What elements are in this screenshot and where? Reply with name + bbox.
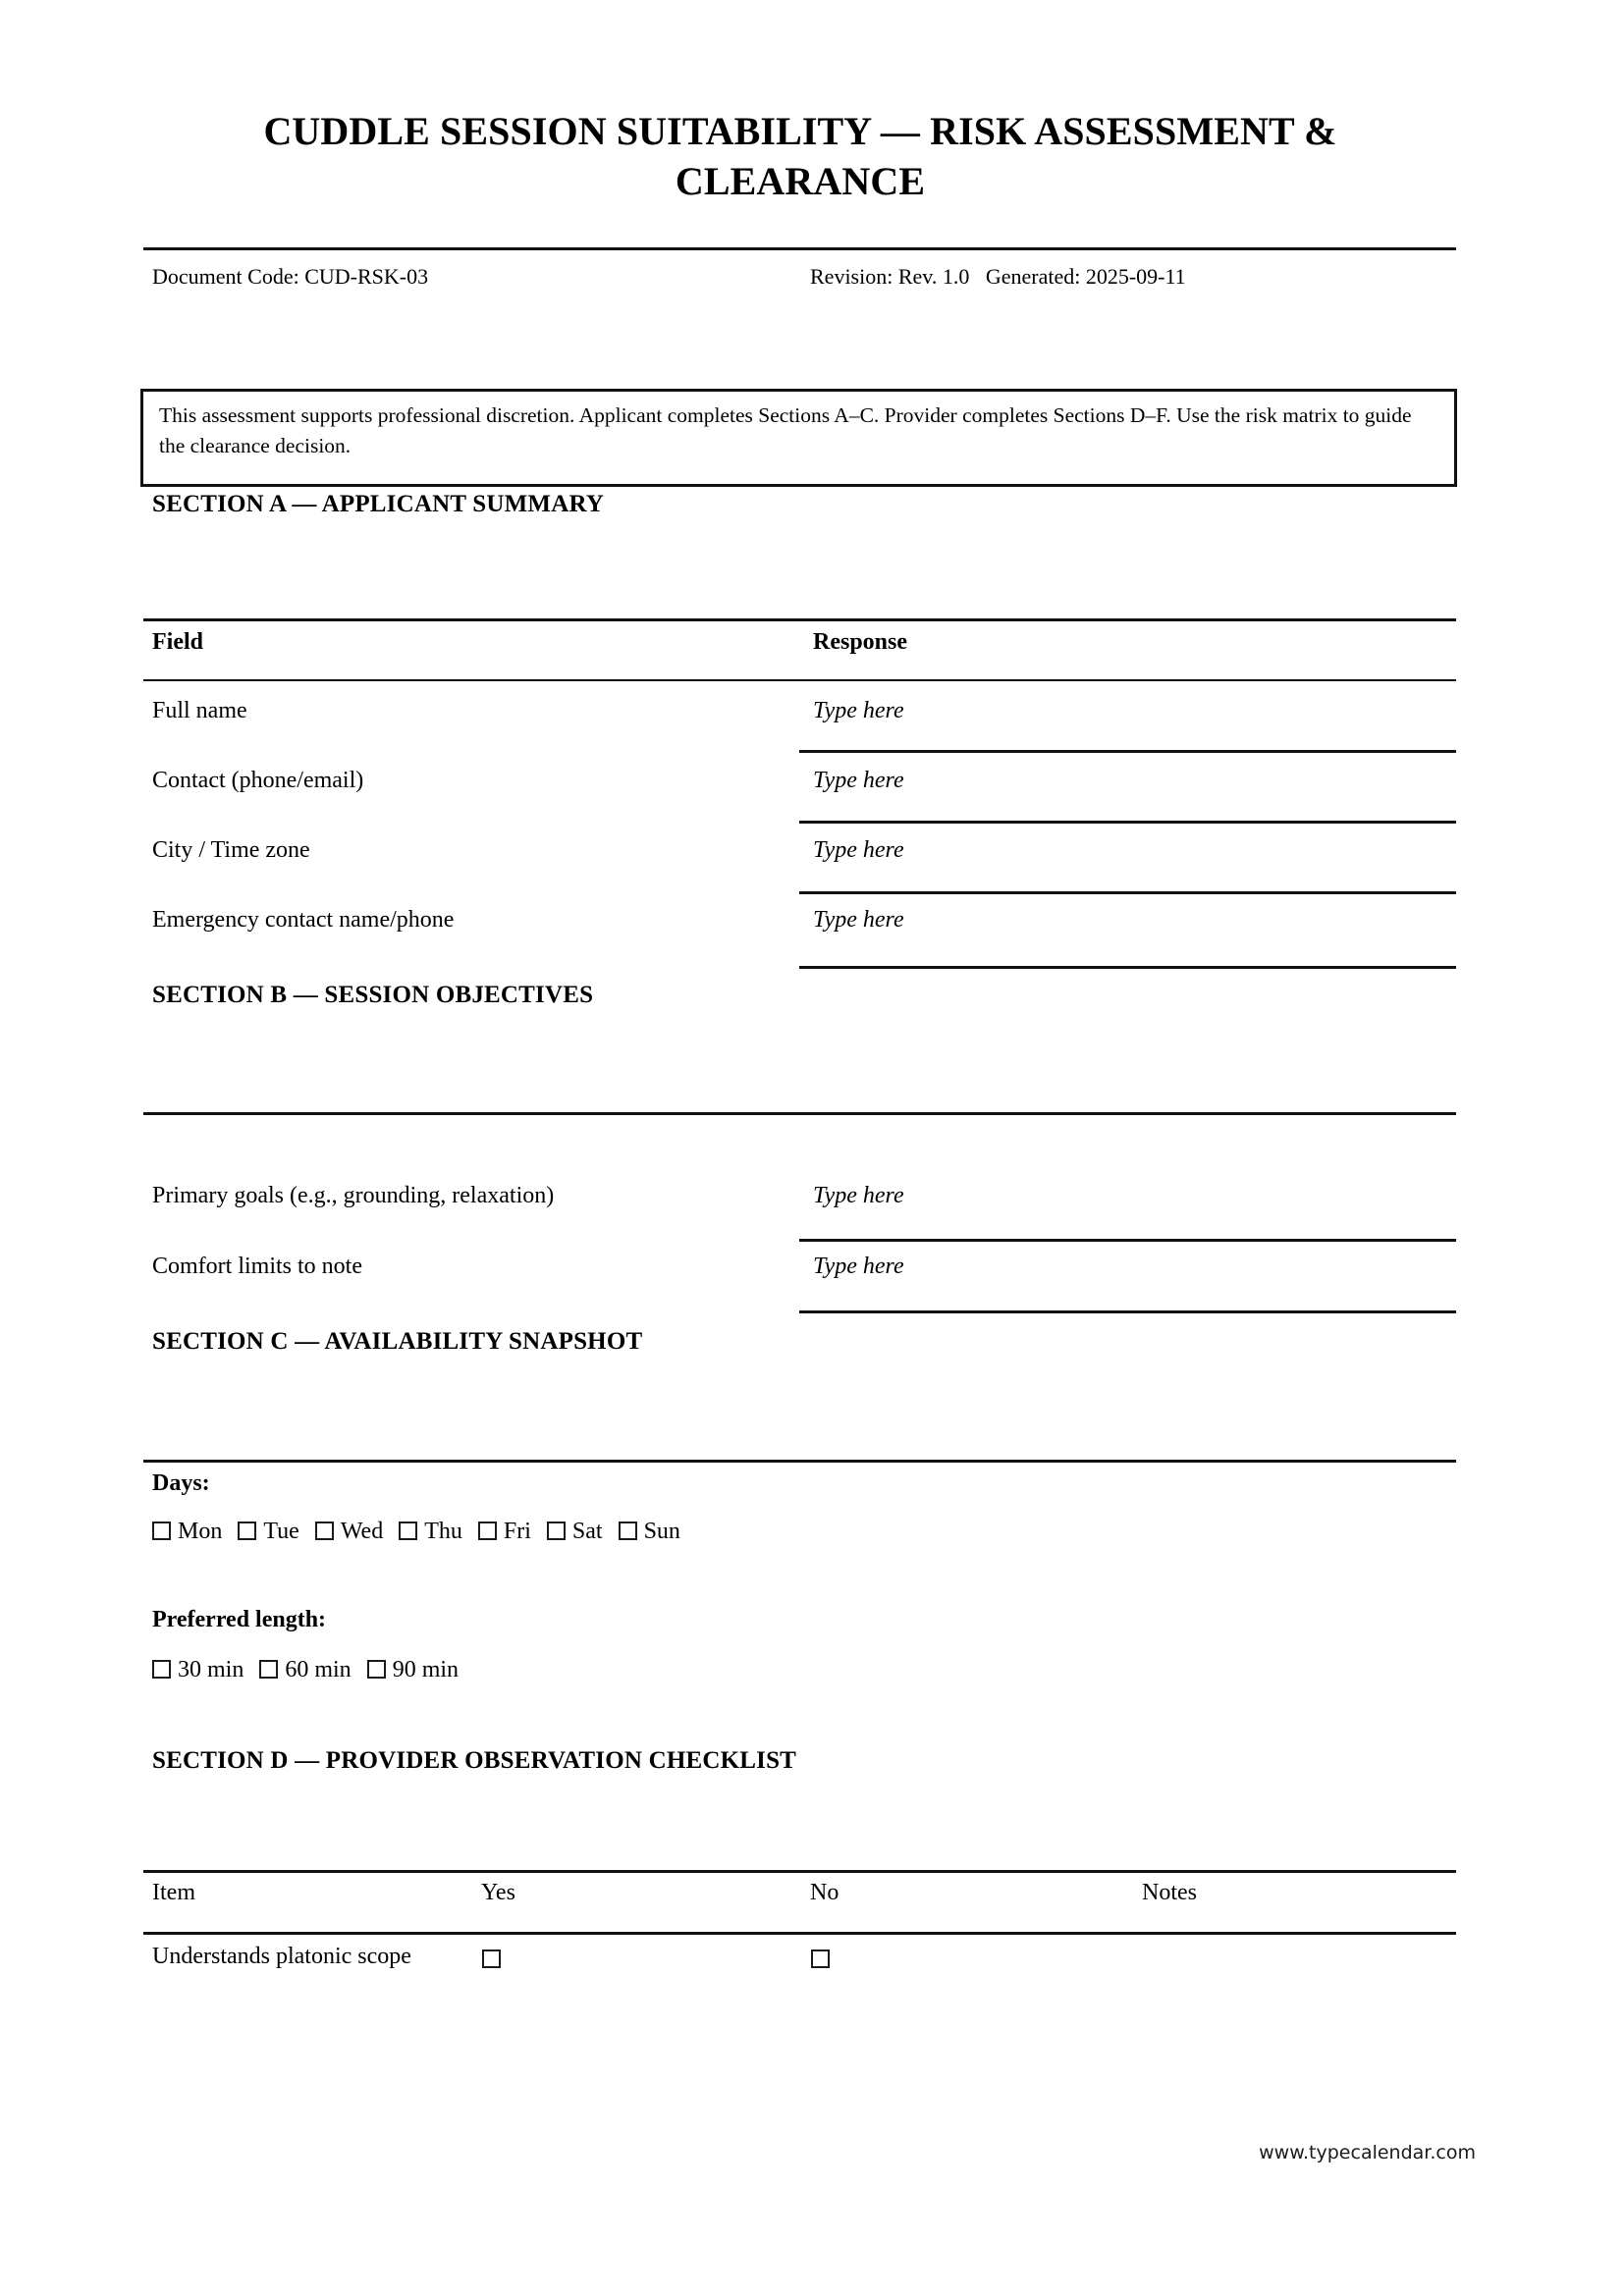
section-b-field-1: Comfort limits to note [152,1254,362,1279]
checkbox-icon [811,1949,830,1968]
section-a-field-2: City / Time zone [152,837,310,863]
section-d-no-checkbox-0[interactable] [811,1949,830,1971]
section-a-response-rule-3 [799,966,1456,969]
section-a-heading: SECTION A — APPLICANT SUMMARY [152,491,605,517]
section-a-header-rule [143,679,1456,681]
header-divider-rule [143,247,1456,250]
section-a-table-top-rule [143,618,1456,621]
section-d-table-top-rule [143,1870,1456,1873]
days-checkbox-row [152,1517,680,1547]
preferred-length-checkbox-row [152,1655,459,1685]
intro-note-box [140,389,1457,487]
day-checkbox-option-label: Mon [178,1519,223,1544]
checkbox-icon [619,1522,637,1540]
section-a-response-1[interactable]: Type here [813,768,904,793]
day-checkbox-option-2[interactable] [315,1519,383,1544]
day-checkbox-option-label: Thu [424,1519,462,1544]
section-a-response-3[interactable]: Type here [813,907,904,933]
length-checkbox-option-1[interactable] [259,1657,351,1682]
section-b-response-rule-1 [799,1310,1456,1313]
section-a-response-rule-2 [799,891,1456,894]
section-a-response-0[interactable]: Type here [813,698,904,723]
section-a-field-3: Emergency contact name/phone [152,907,455,933]
day-checkbox-option-6[interactable] [619,1519,680,1544]
checkbox-icon [367,1660,386,1679]
checkbox-icon [259,1660,278,1679]
day-checkbox-option-4[interactable] [478,1519,531,1544]
length-checkbox-option-label: 90 min [392,1657,460,1682]
day-checkbox-option-label: Sun [643,1519,680,1544]
checkbox-icon [238,1522,256,1540]
section-a-response-rule-1 [799,821,1456,824]
section-c-preferred-length-label: Preferred length: [152,1607,327,1632]
length-checkbox-option-label: 30 min [178,1657,244,1682]
section-a-response-rule-0 [799,750,1456,753]
day-checkbox-option-label: Fri [503,1519,531,1544]
revision-generated: Revision: Rev. 1.0 Generated: 2025-09-11 [810,264,1186,289]
checkbox-icon [152,1522,171,1540]
day-checkbox-option-5[interactable] [547,1519,603,1544]
checkbox-icon [315,1522,334,1540]
length-checkbox-option-label: 60 min [285,1657,352,1682]
section-d-header-rule [143,1932,1456,1935]
section-d-col-item: Item [152,1880,195,1905]
day-checkbox-option-1[interactable] [238,1519,298,1544]
day-checkbox-option-label: Sat [571,1519,603,1544]
checkbox-icon [399,1522,417,1540]
section-c-table-top-rule [143,1460,1456,1463]
section-b-field-0: Primary goals (e.g., grounding, relaxation) [152,1183,555,1208]
section-a-response-2[interactable]: Type here [813,837,904,863]
length-checkbox-option-2[interactable] [367,1657,459,1682]
length-checkbox-option-0[interactable] [152,1657,244,1682]
section-d-heading: SECTION D — PROVIDER OBSERVATION CHECKLIST [152,1747,797,1774]
page-title: CUDDLE SESSION SUITABILITY — RISK ASSESSMENT & CLEARANCE [263,109,1337,204]
checkbox-icon [152,1660,171,1679]
section-a-col-response: Response [813,629,908,655]
section-d-col-no: No [810,1880,839,1905]
section-d-yes-checkbox-0[interactable] [482,1949,501,1971]
day-checkbox-option-label: Wed [340,1519,384,1544]
intro-note-text: This assessment supports professional discretion. Applicant completes Sections A–C. Provider completes Sections D–F. Use the risk matrix to guide the clearance decision. [159,403,1412,458]
document-code: Document Code: CUD-RSK-03 [152,264,429,289]
day-checkbox-option-label: Tue [263,1519,299,1544]
section-a-field-0: Full name [152,698,247,723]
section-b-response-rule-0 [799,1239,1456,1242]
section-d-col-notes: Notes [1142,1880,1197,1905]
section-c-heading: SECTION C — AVAILABILITY SNAPSHOT [152,1328,643,1355]
checkbox-icon [547,1522,566,1540]
section-b-response-1[interactable]: Type here [813,1254,904,1279]
section-a-col-field: Field [152,629,203,655]
section-b-header-rule [143,1112,1456,1115]
checkbox-icon [478,1522,497,1540]
section-a-field-1: Contact (phone/email) [152,768,364,793]
section-c-days-label: Days: [152,1470,210,1496]
checkbox-icon [482,1949,501,1968]
footer-url: www.typecalendar.com [1259,2142,1476,2163]
section-b-heading: SECTION B — SESSION OBJECTIVES [152,982,594,1008]
day-checkbox-option-3[interactable] [399,1519,462,1544]
day-checkbox-option-0[interactable] [152,1519,222,1544]
section-d-item-0: Understands platonic scope [152,1944,411,1969]
section-d-col-yes: Yes [481,1880,515,1905]
section-b-response-0[interactable]: Type here [813,1183,904,1208]
